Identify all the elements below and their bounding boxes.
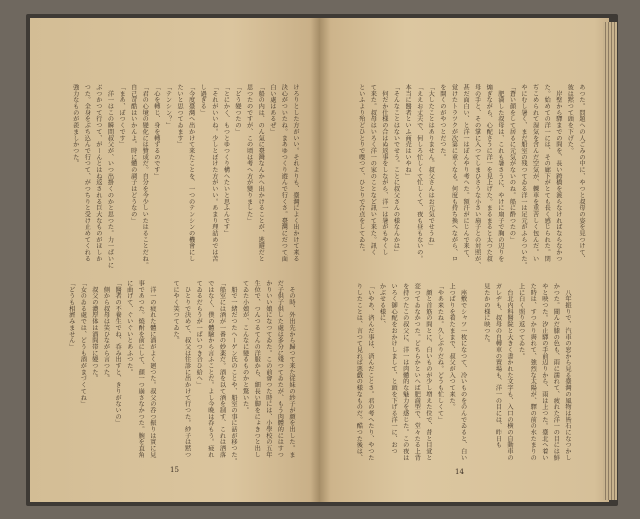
text-column: ガレヂも、叔母の自轉車の置場も、洋一の目には、昨日も bbox=[494, 283, 502, 449]
text-column: つた。全身をぶち込んで行つて、がつちりと受け止めてくれる bbox=[83, 84, 91, 262]
text-column: 何だか仕様の合はぬ返事をしながら、洋一は暑がもやくし bbox=[380, 84, 388, 256]
text-column: 「蒼い顔をして居るに元気がないのね。船に酔つたの」 bbox=[508, 84, 516, 243]
text-column: 「そんなことはないでせう。ことに叔父さんの様なんかは」 bbox=[392, 84, 400, 256]
left-page-top-text bbox=[69, 84, 301, 269]
text-column: を開くのがやつとだつた。 bbox=[438, 84, 446, 161]
text-column: た。始めての洋一には、その廊下がとても長く感じられた。閉 bbox=[543, 84, 551, 262]
text-column: たいと思つてゐます」 bbox=[176, 84, 184, 148]
text-column: 台北内科醫院と大きく書かれた文字も、入口の横の自動車の bbox=[506, 283, 514, 461]
text-column: 「船の内は、のん氣に臺灣なんかへ出かけることが、逃避だと bbox=[257, 84, 265, 262]
text-column: ではなく、僕の體驗から言ふことだ。よし今晩は呑もう。疲れ bbox=[206, 280, 214, 458]
page-edges bbox=[603, 22, 617, 500]
text-column: 「醫者の不養生でね、呑み出すと、きりがないの」 bbox=[114, 280, 122, 427]
text-column: 上つぱりを着たままで、叔父が入つて来た。 bbox=[448, 283, 456, 410]
text-column bbox=[158, 280, 170, 460]
text-column: 「テンシン？」 bbox=[164, 84, 172, 129]
text-column: 「大したことはありません。叔父さんはお元気でせうね」 bbox=[427, 84, 435, 250]
page-number: 14 bbox=[455, 468, 464, 476]
text-column: 「心を轉じ、身を轉ずるのです」 bbox=[152, 84, 160, 180]
text-column: かりいい娘になつてゐた。この前會つた時には、小學校の五年 bbox=[264, 280, 272, 458]
text-column: 煽ぎながら、心配さうに洋一を見上げた。まるまると太つた叔 bbox=[485, 84, 493, 262]
text-column: 「船室には酒が一番の妙薬だ。酒を以て酒を制す、これは洒落 bbox=[218, 280, 226, 458]
text-column: かぶせる様に、 bbox=[378, 283, 386, 328]
text-column: 岸壁から驛までの間を、長い跨橋を渡らなければならなかつ bbox=[554, 84, 562, 262]
text-column: ぶつかつて行つて、がーんとはね返される巨大なものがほしか bbox=[94, 84, 102, 262]
right-page-top-text bbox=[355, 84, 587, 269]
text-column: 本当に醫者といふ商売はいやね」 bbox=[404, 84, 412, 180]
text-column: 自己苛酷はいかんよ。時に體の調子はどうなの」 bbox=[129, 84, 137, 224]
text-column: だ子供子供した處は多分に殘つてゐたが、もう肉體的にはすつ bbox=[276, 280, 284, 458]
text-column: 「やあ来たね。久しぶりだね。どうも忙しくて」 bbox=[436, 283, 444, 423]
text-column: 船で一緒だつたヘーゲン氏のことや、船室の事に話が移つた。 bbox=[230, 280, 238, 465]
text-column: て来た。叔母はいろく洋一の家のことなど訊いて来た。訊く bbox=[369, 84, 377, 256]
text-column: 「とにかく、もつとゆつくり構へたいと思ふんです」 bbox=[222, 84, 230, 237]
text-column: ぢこめられて湿気を含んだ空気が、轢車を重苦しく包んだ。い bbox=[531, 84, 539, 262]
text-column: 母の手と、その掌に入つてしまひさうな小さい扇子との対照が、 bbox=[473, 84, 481, 269]
text-column: ひとりで決めて、叔父は往診に出かけて行つた。紗子は黙つ bbox=[183, 280, 191, 458]
text-column: 甚だ面白い、と洋一はぼんやり考へた。額汗がにじんで来て、 bbox=[462, 84, 470, 262]
text-column: 「それがいいね。少しとぼけた方がいい。あまり理詰めでは苦 bbox=[210, 84, 218, 262]
right-page-bottom-text bbox=[353, 283, 573, 463]
text-column: かつた。聞んだ膝の色も、雨に濡れて、疲れた洋一の目には鮮 bbox=[552, 283, 560, 461]
text-column: 八年振りで、汽車の窓から見る臺灣の風物は皆石になつかし bbox=[564, 283, 571, 461]
text-column: その時、外出先から歸つて来た従妹の紗子が顔を出した。ま bbox=[288, 280, 295, 458]
text-column: てゐるだらうが一ぱいつき合ひ給へ」 bbox=[195, 280, 203, 388]
text-column: 見たかの様に映つた。 bbox=[482, 283, 490, 347]
text-column: いろく御心配をおかけしまして、と頭を下げる洋一に、おつ bbox=[390, 283, 398, 455]
text-column: 「ええお丈夫で、何しろ忙しくて忙しくて、夜も昼もないの。 bbox=[415, 84, 423, 262]
text-column: 事であつた。燒酎を前にして、顔一つ崩さなかつた。腕を直角 bbox=[137, 280, 145, 458]
text-column: 覚けたトラツクが次第に重くなる。何度も持ち換へながら、ロ bbox=[450, 84, 458, 262]
right-page bbox=[319, 18, 609, 502]
text-column: 「まあ、ぼつくです」 bbox=[118, 84, 126, 148]
text-column: 上に白く照り返つてゐた。 bbox=[517, 283, 525, 360]
text-column: 叔父の濃厚体は酒間帯に變つた。 bbox=[90, 280, 98, 382]
text-column: 座敷でシャツ一枚になつて、冷いものをのんでゐると、白い bbox=[459, 283, 467, 461]
text-column: あつた。問題への人ごみの中に、やつと叔母の姿を見つけて、 bbox=[578, 84, 585, 262]
text-column bbox=[469, 283, 481, 463]
page-number: 15 bbox=[170, 466, 179, 474]
text-column: 顔と首筋の間とに、白いものが少し増えた位で、昔と目覚と bbox=[424, 283, 432, 461]
text-column: に曲げて、ぐいぐいとあふつた。 bbox=[125, 280, 133, 376]
text-column: し過ぎる」 bbox=[199, 84, 207, 116]
text-column: けろりとした方がいい。それよりも、臺灣によく出かけて来る bbox=[292, 84, 299, 262]
text-column: 「女のゐる處では、どうも酒がまづくてね」 bbox=[79, 280, 87, 407]
text-column: 思つたのですが、この頃は考へ方が變りました」 bbox=[245, 84, 253, 224]
text-column: 生位で、つんつるてんの洋服から、細長い脚をにょきつと出し bbox=[253, 280, 261, 458]
left-page bbox=[30, 18, 319, 502]
text-column: 白い處はあるぜ」 bbox=[268, 84, 276, 135]
text-column: 肥満した叔母は、これも暑さうに、やけに扇子で胸の辺りを bbox=[496, 84, 504, 262]
text-column: 強力なものが羨ましかつた。 bbox=[71, 84, 79, 167]
text-column: やにむし暑く、まだ船室の残つてゐる洋一は足元がふらついた。 bbox=[520, 84, 528, 269]
text-column: 「君の心境の變化には贊成だ。自分を今少しいたはることだね。 bbox=[141, 84, 149, 269]
text-column: 「どう變つたの」 bbox=[234, 84, 242, 135]
text-column: 「どうも相濟みません」 bbox=[67, 280, 75, 350]
text-column: 洋一の疲れた體に酒がよく廻つた。叔父の呑つ振りは實に見 bbox=[148, 280, 156, 458]
text-column: てにやく笑つてゐた。 bbox=[172, 280, 180, 344]
text-column: てゐた小娘が、こんなに變るものかと驚いた。 bbox=[241, 280, 249, 414]
text-column: 「今度臺灣へ出かけて来たことを、一つのテンシンの機會にし bbox=[187, 84, 195, 262]
text-column: やと映つた。汐止驛の手前辺りから、雨は上つた。臺北へ着い bbox=[540, 283, 548, 461]
text-column: 「いやあ、済んだ事は、済んだことさ。君の考へたり、やつた bbox=[366, 283, 374, 461]
text-column: 側から叔母は笑ひながら言つた。 bbox=[102, 280, 110, 382]
text-column: 洋一はこの瞬間叔父が、いつ出掛くのかと思つた。力一ぱいに bbox=[106, 84, 114, 269]
text-column: 決心がついたね。まあゆつくり遊んで行くさ。臺灣にだつて面 bbox=[280, 84, 288, 262]
text-column: を持つたこの叔父に、洋一は肉體的な魅力を感じた。この夜は bbox=[401, 283, 409, 461]
text-column: た時は、すつかり霽れて、強烈な太陽が、驛の前の水たまりの bbox=[529, 283, 537, 461]
text-column: といふより殆どひとりで喋つて、ひとりで合点をしてゐた。 bbox=[357, 84, 365, 256]
text-column: 変つてゐなかつた。どちらかといへば肥満型で、堂々たる上背 bbox=[413, 283, 421, 461]
left-page-bottom-text bbox=[65, 280, 297, 465]
text-column: 彼は黙つて頭を下げた。 bbox=[566, 84, 574, 154]
text-column: りしたことは、言つて見れば悪戯の様なものだ。酷つた後は、 bbox=[355, 283, 363, 461]
